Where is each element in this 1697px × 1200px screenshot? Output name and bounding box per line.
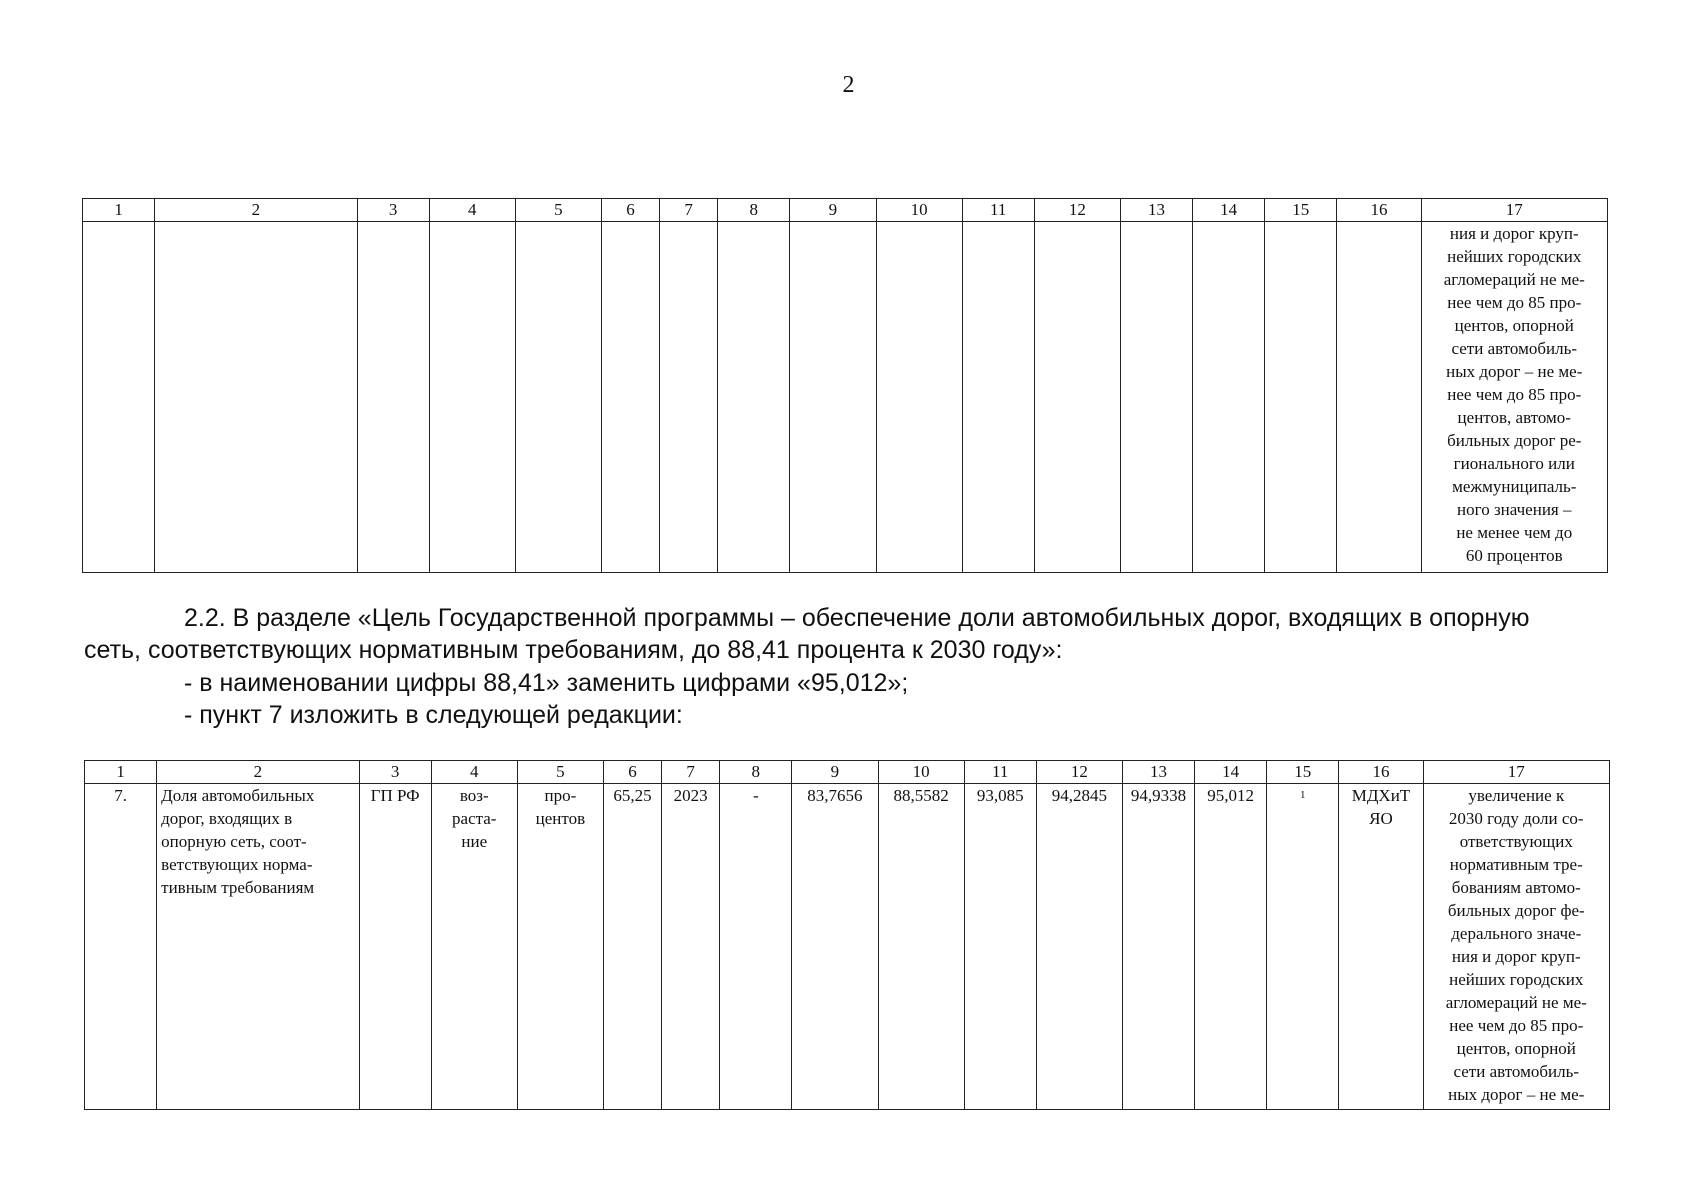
indicator-table xyxy=(84,760,1610,1110)
text-line: МДХиТ xyxy=(1351,786,1411,805)
table-cell xyxy=(83,222,155,573)
text-line: сети автомобиль- xyxy=(1451,339,1578,358)
amendment-paragraph: 2.2. В разделе «Цель Государственной программы – обеспечение доли автомобильных дорог, входящих в опорную сеть, соответствующих нормативным требованиям, до 88,41 процента к 2030 году»: xyxy=(84,604,1530,664)
text-line: ния и дорог круп- xyxy=(1449,224,1579,243)
table-cell xyxy=(1034,222,1120,573)
table-cell: 95,012 xyxy=(1195,784,1267,1110)
header-cell: 2 xyxy=(155,199,357,222)
table-cell xyxy=(1337,222,1421,573)
header-cell: 7 xyxy=(660,199,718,222)
text-line: агломераций не ме- xyxy=(1445,993,1587,1012)
text-line: тивным требованиям xyxy=(161,878,315,897)
text-line: ответствующих xyxy=(1459,832,1573,851)
header-cell: 14 xyxy=(1195,761,1267,784)
table-cell xyxy=(517,784,603,1110)
table-cell xyxy=(1120,222,1192,573)
header-cell: 13 xyxy=(1122,761,1194,784)
text-line: увеличение к xyxy=(1468,786,1565,805)
text-line: Доля автомобильных xyxy=(161,786,315,805)
page-number: 2 xyxy=(842,72,855,98)
table-cell xyxy=(876,222,962,573)
text-line: 60 процентов xyxy=(1465,546,1563,565)
text-line: ветствующих норма- xyxy=(161,855,313,874)
table-row xyxy=(83,222,1608,573)
table-header-row xyxy=(83,199,1608,222)
header-cell: 4 xyxy=(429,199,515,222)
text-line: опорную сеть, соот- xyxy=(161,832,307,851)
table-cell xyxy=(790,222,876,573)
table-cell xyxy=(962,222,1034,573)
table-cell: 2023 xyxy=(662,784,720,1110)
header-cell: 16 xyxy=(1337,199,1421,222)
header-cell: 5 xyxy=(515,199,601,222)
text-line: ного значения – xyxy=(1457,500,1572,519)
text-line: центов xyxy=(535,809,586,828)
text-line: ных дорог – не ме- xyxy=(1448,1085,1585,1104)
header-cell: 4 xyxy=(431,761,517,784)
header-cell: 6 xyxy=(601,199,659,222)
indicator-name-cell xyxy=(157,784,359,1110)
table-cell xyxy=(718,222,790,573)
text-line: не менее чем до xyxy=(1456,523,1573,542)
header-cell: 9 xyxy=(790,199,876,222)
header-cell: 12 xyxy=(1034,199,1120,222)
table-cell xyxy=(601,222,659,573)
table-cell xyxy=(431,784,517,1110)
row-number-cell: 7. xyxy=(85,784,157,1110)
text-line: центов, автомо- xyxy=(1457,408,1571,427)
header-cell: 8 xyxy=(720,761,792,784)
table-cell: 65,25 xyxy=(603,784,661,1110)
text-line: воз- xyxy=(459,786,489,805)
header-cell: 8 xyxy=(718,199,790,222)
text-line: центов, опорной xyxy=(1454,316,1574,335)
continuation-table xyxy=(82,198,1608,573)
header-cell: 11 xyxy=(964,761,1036,784)
text-line: нормативным тре- xyxy=(1449,855,1583,874)
header-cell: 15 xyxy=(1265,199,1337,222)
text-line: гионального или xyxy=(1453,454,1575,473)
text-line: межмуниципаль- xyxy=(1452,477,1577,496)
header-cell: 13 xyxy=(1120,199,1192,222)
superscript-value: 1 xyxy=(1300,789,1306,801)
table-cell xyxy=(1265,222,1337,573)
text-line: дерального значе- xyxy=(1451,924,1582,943)
table-row xyxy=(85,784,1610,1110)
text-line: раста- xyxy=(452,809,497,828)
amendment-bullet: - пункт 7 изложить в следующей редакции: xyxy=(184,701,683,729)
text-line: нее чем до 85 про- xyxy=(1449,1016,1584,1035)
text-line: сети автомобиль- xyxy=(1453,1062,1580,1081)
header-cell: 7 xyxy=(662,761,720,784)
table-cell xyxy=(357,222,429,573)
goal-description-cell xyxy=(1423,784,1609,1110)
table-cell xyxy=(429,222,515,573)
header-cell: 11 xyxy=(962,199,1034,222)
header-cell: 2 xyxy=(157,761,359,784)
header-cell: 17 xyxy=(1421,199,1607,222)
table-cell xyxy=(155,222,357,573)
table-cell: 93,085 xyxy=(964,784,1036,1110)
header-cell: 3 xyxy=(357,199,429,222)
text-line: про- xyxy=(544,786,577,805)
header-cell: 5 xyxy=(517,761,603,784)
header-cell: 3 xyxy=(359,761,431,784)
text-line: центов, опорной xyxy=(1456,1039,1576,1058)
text-line: бильных дорог фе- xyxy=(1447,901,1585,920)
table-cell xyxy=(515,222,601,573)
table-cell: 88,5582 xyxy=(878,784,964,1110)
table-cell: - xyxy=(720,784,792,1110)
table-header-row xyxy=(85,761,1610,784)
header-cell: 17 xyxy=(1423,761,1609,784)
table-cell xyxy=(1339,784,1423,1110)
amendment-bullet: - в наименовании цифры 88,41» заменить цифрами «95,012»; xyxy=(184,669,909,697)
header-cell: 16 xyxy=(1339,761,1423,784)
header-cell: 10 xyxy=(878,761,964,784)
header-cell: 6 xyxy=(603,761,661,784)
text-line: нейших городских xyxy=(1447,247,1582,266)
goal-description-cell xyxy=(1421,222,1607,573)
header-cell: 10 xyxy=(876,199,962,222)
header-cell: 12 xyxy=(1036,761,1122,784)
text-line: бованиям автомо- xyxy=(1451,878,1581,897)
table-cell: 94,9338 xyxy=(1122,784,1194,1110)
text-line: 2030 году доли со- xyxy=(1448,809,1584,828)
table-cell xyxy=(1193,222,1265,573)
table-cell: 94,2845 xyxy=(1036,784,1122,1110)
table-cell xyxy=(660,222,718,573)
text-line: бильных дорог ре- xyxy=(1447,431,1582,450)
text-line: ных дорог – не ме- xyxy=(1446,362,1583,381)
text-line: нейших городских xyxy=(1449,970,1584,989)
text-line: ния и дорог круп- xyxy=(1451,947,1581,966)
header-cell: 9 xyxy=(792,761,878,784)
text-line: агломераций не ме- xyxy=(1443,270,1585,289)
text-line: нее чем до 85 про- xyxy=(1447,385,1582,404)
table-cell: ГП РФ xyxy=(359,784,431,1110)
header-cell: 14 xyxy=(1193,199,1265,222)
table-cell: 83,7656 xyxy=(792,784,878,1110)
text-line: дорог, входящих в xyxy=(161,809,293,828)
header-cell: 1 xyxy=(85,761,157,784)
text-line: ЯО xyxy=(1369,809,1393,828)
header-cell: 1 xyxy=(83,199,155,222)
text-line: нее чем до 85 про- xyxy=(1447,293,1582,312)
header-cell: 15 xyxy=(1267,761,1339,784)
table-cell xyxy=(1267,784,1339,1110)
text-line: ние xyxy=(461,832,488,851)
